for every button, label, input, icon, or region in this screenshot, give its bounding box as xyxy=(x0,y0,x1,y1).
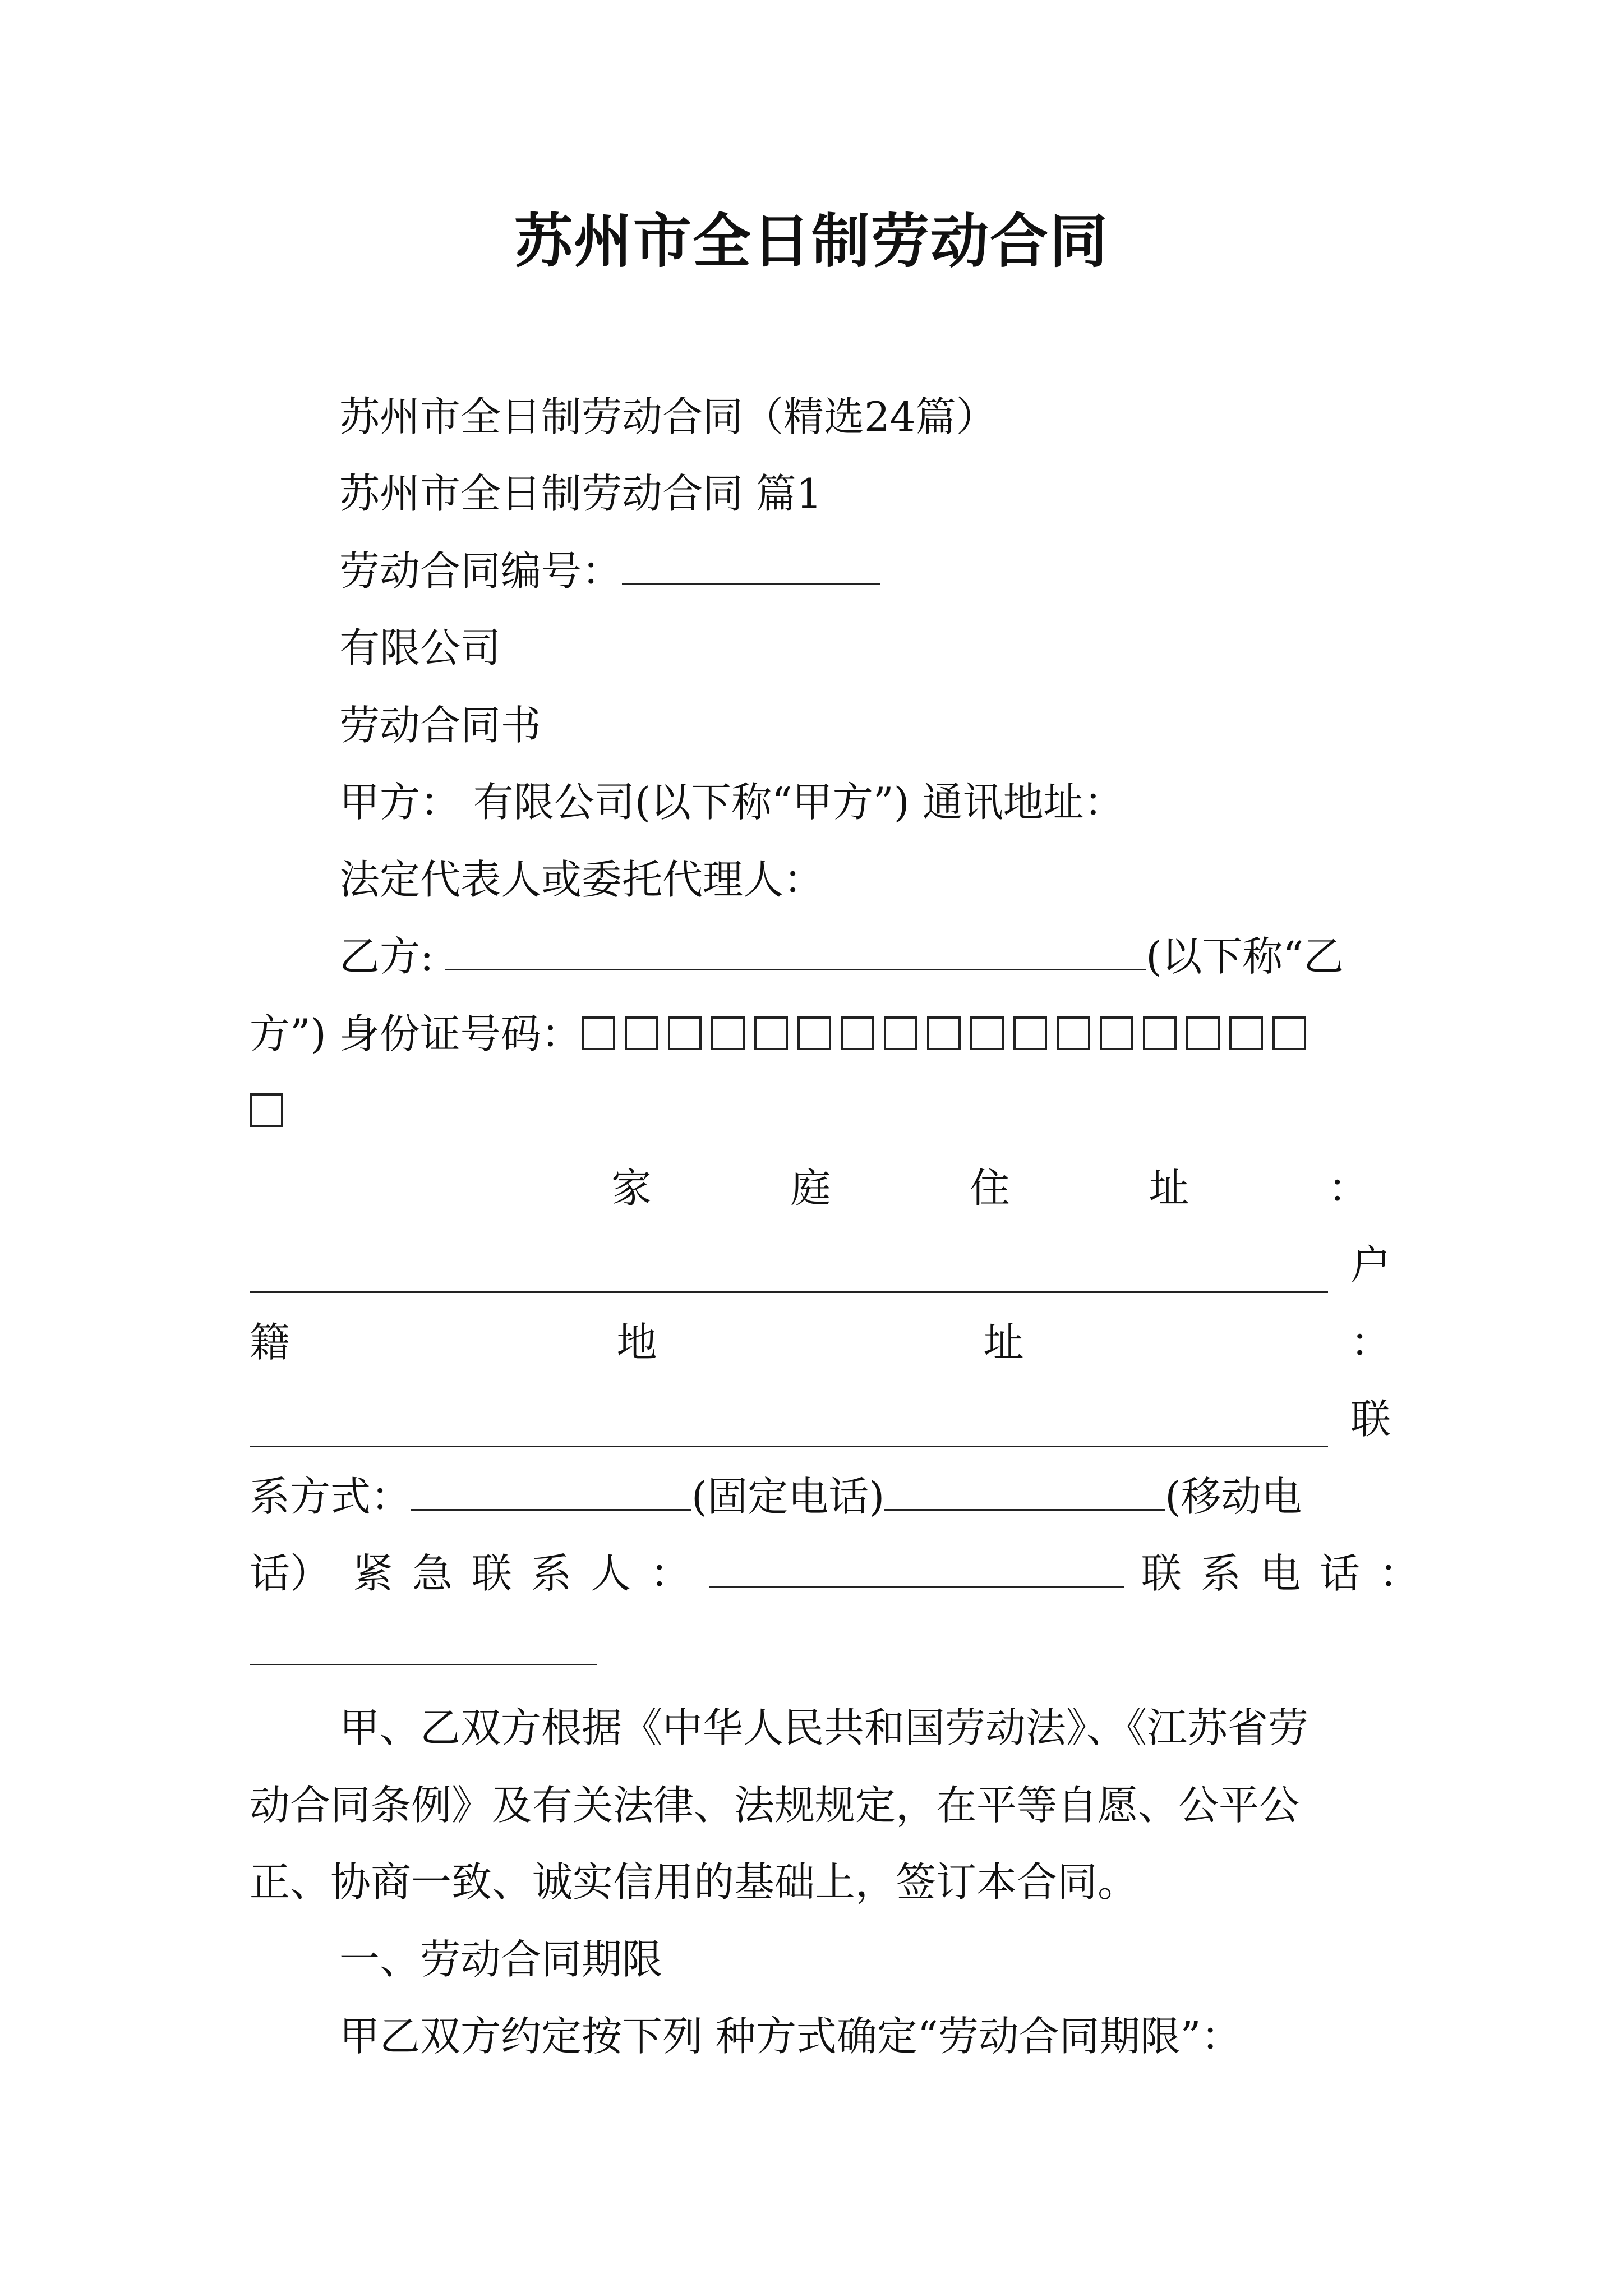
intro-paragraph-line-1: 甲、乙双方根据《中华人民共和国劳动法》、《江苏省劳 xyxy=(339,1704,1309,1751)
contract-number-line xyxy=(339,543,880,599)
id-digit-box[interactable] xyxy=(1100,1016,1133,1050)
id-digit-box[interactable] xyxy=(1272,1016,1306,1050)
intro-paragraph-line-2: 动合同条例》及有关法律、法规规定，在平等自愿、公平公 xyxy=(250,1782,1300,1829)
id-digit-box[interactable] xyxy=(927,1016,961,1050)
household-char: 户 xyxy=(1350,1241,1391,1289)
home-address-blank-row xyxy=(250,1237,1391,1293)
section-1-heading: 一、劳动合同期限 xyxy=(339,1936,663,1983)
contract-book-line: 劳动合同书 xyxy=(339,702,542,749)
contract-number-blank[interactable] xyxy=(622,544,880,585)
emergency-contact-blank[interactable] xyxy=(709,1547,1124,1588)
party-b-label: 乙方: xyxy=(339,933,434,980)
party-b-name-blank[interactable] xyxy=(445,930,1146,970)
mobile-label: (移动电 xyxy=(1165,1473,1302,1520)
emergency-contact-label: 紧急联系人： xyxy=(353,1550,710,1597)
id-digit-box[interactable] xyxy=(1186,1016,1220,1050)
id-digit-box[interactable] xyxy=(797,1016,831,1050)
contact-method-line xyxy=(250,1469,1302,1525)
contact-method-label: 系方式： xyxy=(250,1473,412,1520)
id-digit-box[interactable] xyxy=(711,1016,745,1050)
home-address-char: ： xyxy=(1327,1165,1368,1212)
emergency-contact-line xyxy=(250,1545,1438,1602)
id-digit-box[interactable] xyxy=(1143,1016,1177,1050)
contact-phone-label: 联系电话： xyxy=(1141,1550,1439,1597)
id-digit-box[interactable] xyxy=(625,1016,658,1050)
section-1-text: 甲乙双方约定按下列 种方式确定“劳动合同期限”： xyxy=(339,2013,1242,2060)
household-address-char: 址 xyxy=(983,1319,1024,1366)
contract-number-label: 劳动合同编号： xyxy=(339,547,623,595)
id-digit-box[interactable] xyxy=(1229,1016,1263,1050)
household-address-char: ： xyxy=(1350,1319,1391,1366)
household-address-char: 籍 xyxy=(250,1319,291,1366)
id-number-boxes-overflow[interactable] xyxy=(250,1083,293,1139)
party-a-line: 甲方： 有限公司(以下称“甲方”) 通讯地址： xyxy=(339,779,1124,826)
id-digit-box[interactable] xyxy=(250,1093,283,1127)
document-title: 苏州市全日制劳动合同 xyxy=(514,206,1109,275)
id-digit-box[interactable] xyxy=(1057,1016,1090,1050)
id-digit-box[interactable] xyxy=(1013,1016,1047,1050)
landline-blank[interactable] xyxy=(411,1470,691,1511)
mobile-blank[interactable] xyxy=(884,1470,1165,1511)
home-address-blank[interactable] xyxy=(250,1252,1328,1293)
mobile-label-end: 话） xyxy=(250,1550,331,1597)
id-digit-box[interactable] xyxy=(970,1016,1004,1050)
household-address-char: 地 xyxy=(616,1319,657,1366)
legal-representative-line: 法定代表人或委托代理人： xyxy=(339,856,824,903)
household-address-label-row xyxy=(250,1314,1391,1370)
home-address-char: 家 xyxy=(611,1165,652,1212)
id-digit-box[interactable] xyxy=(668,1016,702,1050)
heading-part: 苏州市全日制劳动合同 篇1 xyxy=(339,470,822,517)
home-address-char: 住 xyxy=(969,1165,1010,1212)
home-address-char: 庭 xyxy=(790,1165,831,1212)
id-number-boxes-row2 xyxy=(250,1083,293,1139)
id-number-boxes[interactable] xyxy=(582,1006,1316,1062)
contact-char: 联 xyxy=(1350,1396,1391,1443)
id-digit-box[interactable] xyxy=(841,1016,874,1050)
company-line: 有限公司 xyxy=(339,624,501,671)
party-b-line xyxy=(339,928,1344,984)
contact-phone-blank[interactable] xyxy=(250,1625,597,1665)
party-b-id-line xyxy=(250,1006,1316,1062)
heading-collection: 苏州市全日制劳动合同（精选24篇） xyxy=(339,393,997,440)
party-b-id-label: 方”) 身份证号码： xyxy=(250,1010,582,1057)
household-address-blank[interactable] xyxy=(250,1406,1328,1447)
intro-paragraph-line-3: 正、协商一致、诚实信用的基础上，签订本合同。 xyxy=(250,1858,1138,1906)
contact-phone-blank-row xyxy=(250,1623,597,1679)
home-address-label-row xyxy=(611,1160,1368,1216)
id-digit-box[interactable] xyxy=(582,1016,615,1050)
party-b-suffix: (以下称“乙 xyxy=(1146,933,1344,980)
id-digit-box[interactable] xyxy=(754,1016,788,1050)
home-address-char: 址 xyxy=(1149,1165,1189,1212)
landline-label: (固定电话) xyxy=(691,1473,885,1520)
id-digit-box[interactable] xyxy=(884,1016,917,1050)
household-address-blank-row xyxy=(250,1391,1391,1447)
